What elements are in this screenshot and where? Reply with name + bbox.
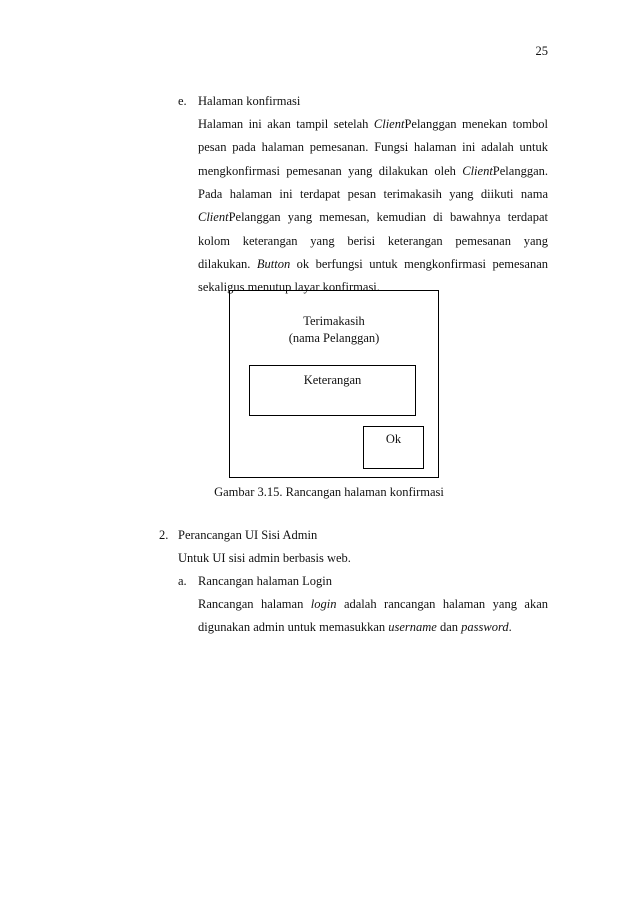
section-e-marker: e. <box>178 94 187 108</box>
mockup-ok-button <box>363 426 424 469</box>
text-span: Halaman ini akan tampil setelah <box>198 117 374 131</box>
sub-a-marker: a. <box>178 574 187 588</box>
text-span: sekaligus menutup layar konfirmasi. <box>198 280 380 295</box>
text-span: Pelanggan yang memesan, kemudian di bawahnya terdapat <box>228 210 548 225</box>
text-span: kolom keterangan yang berisi keterangan pemesanan yang <box>198 233 548 248</box>
italic-term: Button <box>256 256 291 271</box>
mockup-button-label: Ok <box>385 432 402 446</box>
mockup-greeting: Terimakasih <box>303 314 365 328</box>
text-span: mengkonfirmasi pemesanan yang dilakukan oleh <box>198 163 463 178</box>
text-span: ok berfungsi untuk mengkonfirmasi pemesanan <box>290 256 548 271</box>
page-number: 25 <box>535 44 548 58</box>
italic-term: Client <box>198 210 229 225</box>
section-2-intro: Untuk UI sisi admin berbasis web. <box>178 551 351 565</box>
mockup-name-placeholder: (nama Pelanggan) <box>288 331 380 345</box>
mockup-keterangan-field <box>249 365 416 416</box>
italic-term: Client <box>462 163 493 178</box>
confirmation-mockup <box>229 290 439 478</box>
body-line <box>198 233 548 249</box>
body-line <box>198 619 548 635</box>
body-line <box>198 596 548 612</box>
text-span: Pada halaman ini terdapat pesan terimakasih yang diikuti nama <box>198 186 548 201</box>
body-line <box>198 163 548 179</box>
text-span: . <box>508 620 512 634</box>
body-line <box>198 139 548 155</box>
italic-term: login <box>310 597 337 611</box>
text-span: adalah rancangan halaman yang akan <box>336 597 548 611</box>
text-span: dan <box>436 620 462 634</box>
italic-term: password <box>461 620 509 634</box>
mockup-field-label: Keterangan <box>303 373 362 387</box>
italic-term: Client <box>373 117 405 131</box>
section-2-marker: 2. <box>159 528 169 542</box>
section-2-heading: Perancangan UI Sisi Admin <box>178 528 318 542</box>
text-span: dilakukan. <box>198 256 257 271</box>
sub-a-heading: Rancangan halaman Login <box>198 574 332 588</box>
text-span: digunakan admin untuk memasukkan <box>198 620 389 634</box>
italic-term: username <box>388 620 437 634</box>
section-e-heading: Halaman konfirmasi <box>198 94 301 108</box>
body-line <box>198 209 548 225</box>
figure-caption: Gambar 3.15. Rancangan halaman konfirmasi <box>214 485 444 499</box>
text-span: pesan pada halaman pemesanan. Fungsi halaman ini adalah untuk <box>198 140 548 155</box>
body-line <box>198 116 548 132</box>
text-span: Pelanggan. <box>492 163 548 178</box>
body-line <box>198 186 548 202</box>
body-line <box>198 256 548 272</box>
text-span: Pelanggan menekan tombol <box>404 117 548 131</box>
text-span: Rancangan halaman <box>198 597 311 611</box>
